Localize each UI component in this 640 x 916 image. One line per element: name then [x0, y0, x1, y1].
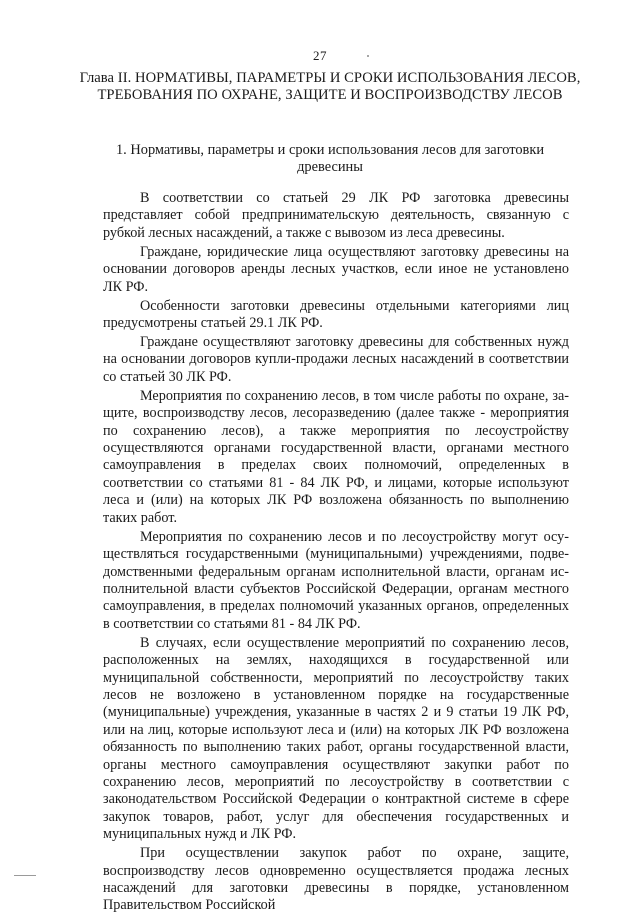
- paragraph-timber-sale: При осуществлении закупок работ по охране, защите, воспроизводству лесов одновременно осуществляется продажа лесных насаждений для заготовки древесины в порядке, установленном Правительством Российской: [103, 845, 569, 914]
- paragraph-conservation-measures: Мероприятия по сохранению лесов, в том числе работы по охране, защите, воспроизводству лесов, лесоразведению (далее также - мероприятия по сохранению лесов), а также мероприятия по лесоустройству осуществляются органами государственной власти, органами местного самоуправления в пределах своих полномочий, определенных в соответствии со статьями 81 - 84 ЛК РФ, и лицами, которые используют леса и (или) на которых ЛК РФ возложена обязанность по выполнению таких работ.: [103, 387, 569, 526]
- paragraph-state-institutions: Мероприятия по сохранению лесов и по лесоустройству могут осуществляться государственными (муниципальными) учреждениями, подведомственными федеральным органам исполнительной власти, органам исполнительной власти субъектов Российской Федерации, органам местного самоуправления, в пределах полномочий указанных органов, определенных в соответствии со статьями 81 - 84 ЛК РФ.: [103, 528, 569, 632]
- paragraph-own-needs: Граждане осуществляют заготовку древесины для собственных нужд на основании договоров купли-продажи лесных насаждений в соответствии со статьей 30 ЛК РФ.: [103, 334, 569, 385]
- paragraph-procurement-cases: В случаях, если осуществление мероприятий по сохранению лесов, расположенных на землях, находящихся в государственной или муниципальной собственности, мероприятий по лесоустройству таких лесов не возложено в установленном порядке на государственные (муниципальные) учреждения, указанные в частях 2 и 9 статьи 19 ЛК РФ, или на лиц, которые используют леса и (или) на которых ЛК РФ возложена обязанность по выполнению таких работ, органы государственной власти, органы местного самоуправления осуществляют закупки работ по сохранению лесов, мероприятий по лесоустройству в соответствии с законодательством Российской Федерации о контрактной системе в сфере закупок товаров, работ, услуг для обеспечения государственных и муниципальных нужд и ЛК РФ.: [103, 634, 569, 843]
- section-title: 1. Нормативы, параметры и сроки использования лесов для заготовки древесины: [115, 142, 545, 175]
- chapter-title: Глава II. НОРМАТИВЫ, ПАРАМЕТРЫ И СРОКИ ИСПОЛЬЗОВАНИЯ ЛЕСОВ, ТРЕБОВАНИЯ ПО ОХРАНЕ, ЗАЩИТЕ И ВОСПРОИЗВОДСТВУ ЛЕСОВ: [79, 70, 581, 103]
- margin-mark: [14, 875, 36, 876]
- paragraph-lease-agreements: Граждане, юридические лица осуществляют заготовку древесины на основании договоров аренды лесных участков, если иное не установлено ЛК РФ.: [103, 243, 569, 295]
- paragraph-harvesting-definition: В соответствии со статьей 29 ЛК РФ заготовка древесины представляет собой предпринимательскую деятельность, связанную с рубкой лесных насаждений, а также с вывозом из леса древесины.: [103, 190, 569, 241]
- paragraph-special-categories: Особенности заготовки древесины отдельными категориями лиц предусмотрены статьей 29.1 ЛК РФ.: [103, 297, 569, 332]
- document-body: [103, 190, 569, 916]
- page-number: 27: [313, 48, 327, 63]
